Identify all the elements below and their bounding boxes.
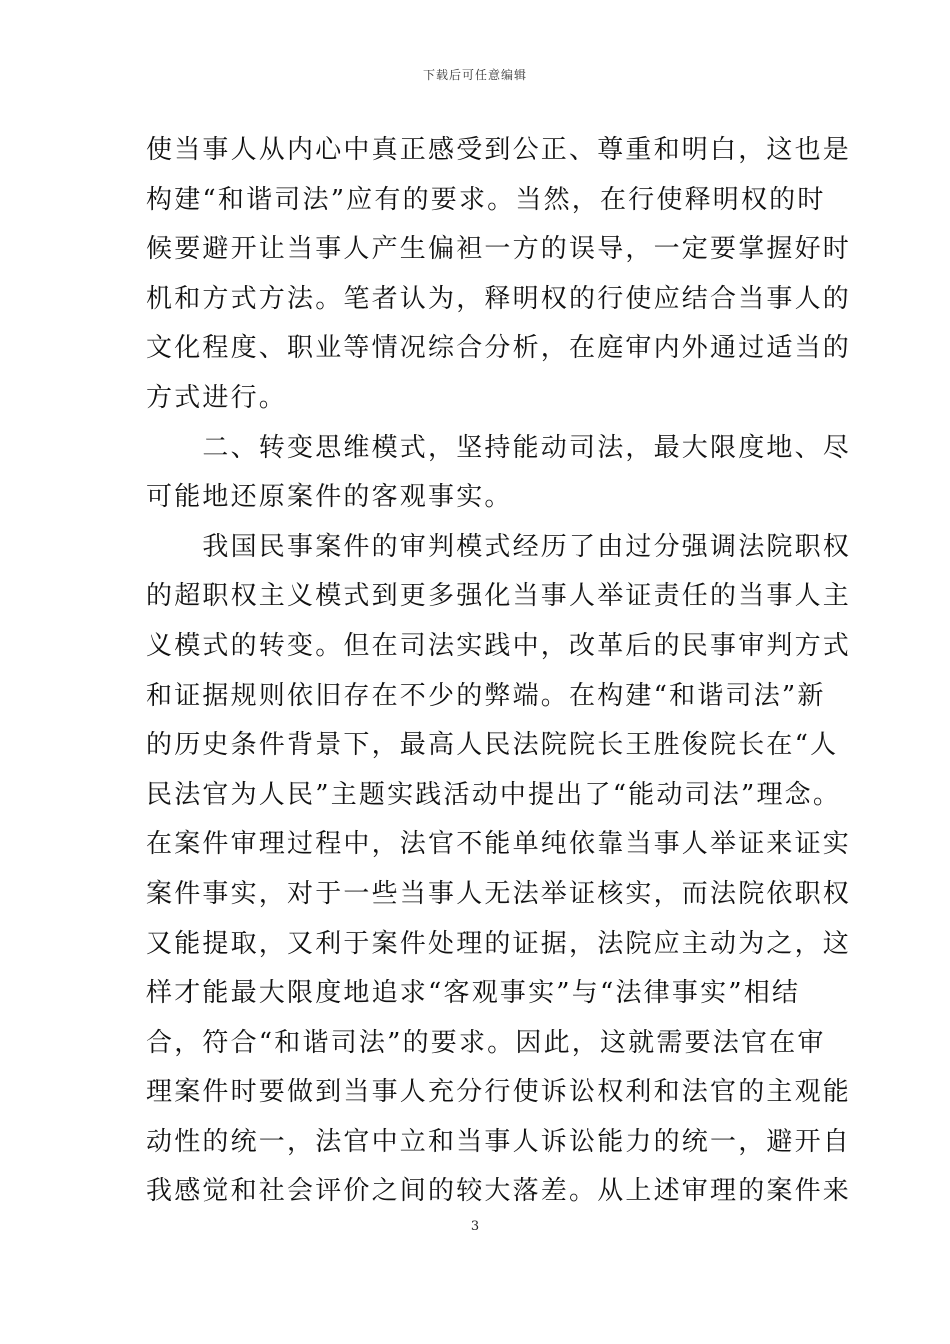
text-line: 民法官为人民”主题实践活动中提出了“能动司法”理念。	[146, 779, 842, 810]
text-line: 样才能最大限度地追求“客观事实”与“法律事实”相结	[146, 978, 801, 1009]
document-body	[146, 126, 852, 1217]
text-line: 在案件审理过程中，法官不能单纯依靠当事人举证来证实	[146, 829, 852, 860]
text-line: 方式进行。	[146, 382, 288, 413]
text-line: 构建“和谐司法”应有的要求。当然，在行使释明权的时	[146, 184, 826, 215]
text-line: 义模式的转变。但在司法实践中，改革后的民事审判方式	[146, 630, 852, 661]
text-line: 动性的统一，法官中立和当事人诉讼能力的统一，避开自	[146, 1126, 852, 1157]
text-line: 和证据规则依旧存在不少的弊端。在构建“和谐司法”新	[146, 680, 826, 711]
text-line: 合，符合“和谐司法”的要求。因此，这就需要法官在审	[146, 1027, 826, 1058]
text-line: 又能提取，又利于案件处理的证据，法院应主动为之，这	[146, 928, 852, 959]
text-line: 我感觉和社会评价之间的较大落差。从上述审理的案件来	[146, 1176, 852, 1207]
text-line: 使当事人从内心中真正感受到公正、尊重和明白，这也是	[146, 135, 852, 165]
text-line: 的超职权主义模式到更多强化当事人举证责任的当事人主	[146, 581, 852, 612]
text-line: 机和方式方法。笔者认为，释明权的行使应结合当事人的	[146, 283, 852, 314]
text-line: 理案件时要做到当事人充分行使诉讼权利和法官的主观能	[146, 1077, 852, 1108]
text-line: 文化程度、职业等情况综合分析，在庭审内外通过适当的	[146, 333, 852, 364]
text-line: 我国民事案件的审判模式经历了由过分强调法院职权	[146, 531, 852, 562]
text-line: 案件事实，对于一些当事人无法举证核实，而法院依职权	[146, 878, 852, 909]
page-header: 下载后可任意编辑	[422, 68, 527, 82]
text-line: 的历史条件背景下，最高人民法院院长王胜俊院长在“人	[146, 730, 839, 761]
section-heading-line: 二、转变思维模式，坚持能动司法，最大限度地、尽	[146, 432, 852, 463]
text-line: 候要避开让当事人产生偏袒一方的误导，一定要掌握好时	[146, 234, 852, 265]
section-heading-line: 可能地还原案件的客观事实。	[146, 482, 513, 513]
page-number: 3	[470, 1219, 480, 1234]
